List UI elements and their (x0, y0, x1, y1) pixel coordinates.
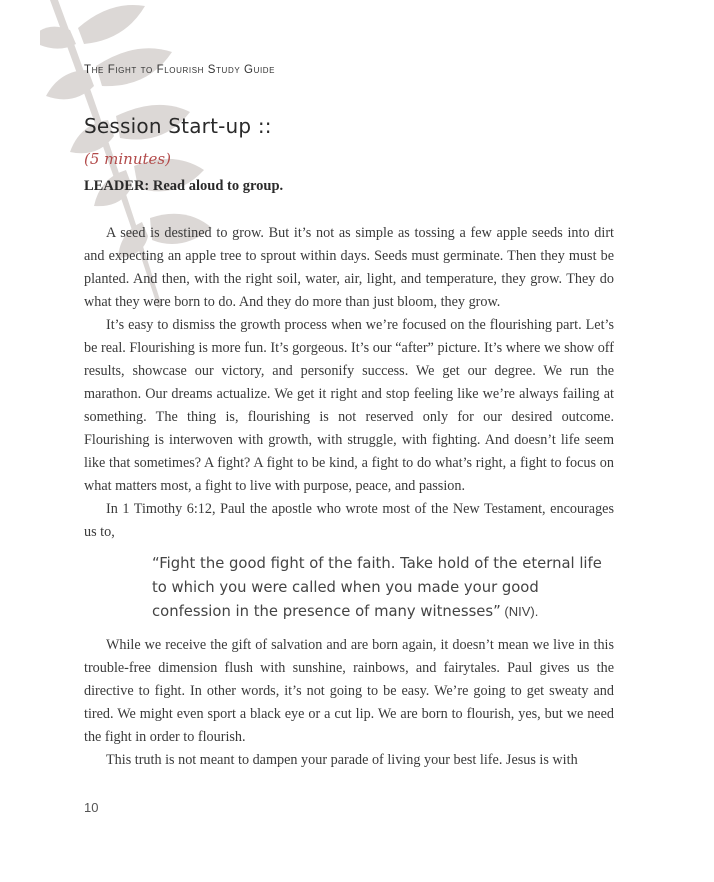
page-number: 10 (84, 800, 99, 815)
paragraph: This truth is not meant to dampen your parade of living your best life. Jesus is with (106, 752, 578, 768)
leader-instruction: LEADER: Read aloud to group. (84, 178, 284, 194)
body-text-intro (84, 222, 614, 544)
scripture-quote (152, 552, 602, 624)
paragraph: While we receive the gift of salvation and are born again, it doesn’t mean we live in this trouble-free dimension flush with sunshine, rainbows, and fairytales. Paul gives us the directive to fight. In other words, it’s not going to be easy. We’re going to get sweaty and tired. We might even sport a black eye or a cut lip. We are born to flourish, yes, but we need the fight in order to flourish. (84, 637, 614, 745)
body-text-continued (84, 634, 614, 772)
paragraph: In 1 Timothy 6:12, Paul the apostle who wrote most of the New Testament, encourages us to, (84, 501, 614, 540)
section-title: Session Start-up :: (84, 114, 272, 138)
quote-reference: (NIV). (500, 604, 539, 619)
quote-text: “Fight the good fight of the faith. Take hold of the eternal life to which you were called when you made your good confession in the presence of many witnesses” (152, 555, 602, 620)
session-duration: (5 minutes) (84, 150, 171, 168)
paragraph: A seed is destined to grow. But it’s not as simple as tossing a few apple seeds into dirt and expecting an apple tree to sprout within days. Seeds must germinate. Then they must be planted. And then, with the right soil, water, air, light, and temperature, they grow. They do what they were born to do. And they do more than just bloom, they grow. (84, 225, 614, 310)
paragraph: It’s easy to dismiss the growth process when we’re focused on the flourishing part. Let’s be real. Flourishing is more fun. It’s gorgeous. It’s our “after” picture. It’s where we show off results, showcase our victory, and personify success. We get our degree. We run the marathon. Our dreams actualize. We get it right and stop feeling like we’re always failing at something. The thing is, flourishing is not reserved only for our desired outcome. Flourishing is interwoven with growth, with struggle, with fighting. And doesn’t life seem like that sometimes? A fight? A fight to be kind, a fight to do what’s right, a fight to focus on what matters most, a fight to live with purpose, peace, and passion. (84, 317, 614, 494)
running-title: The Fight to Flourish Study Guide (84, 64, 276, 76)
